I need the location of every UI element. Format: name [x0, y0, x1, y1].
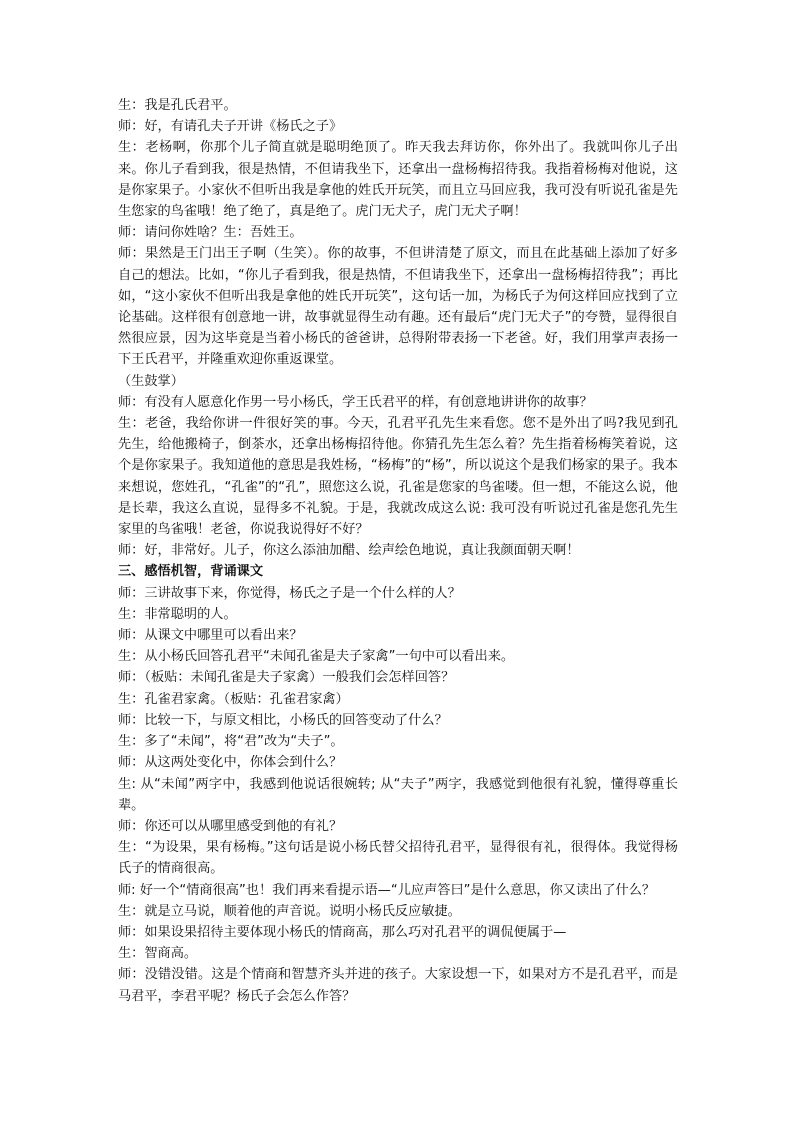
paragraph: 师：果然是王门出王子啊（生笑）。你的故事，不但讲清楚了原文，而且在此基础上添加了好多自己的想法。比如，“你儿子看到我，很是热情，不但请我坐下，还拿出一盘杨梅招待我”；再比如，“这小家伙不但听出我是拿他的姓氏开玩笑”，这句话一加，为杨氏子为何这样回应找到了立论基础。这样很有创意地一讲，故事就显得生动有趣。还有最后“虎门无犬子”的夸赞，显得很自然很应景，因为这毕竟是当着小杨氏的爸爸讲，总得附带表扬一下老爸。好，我们用掌声表扬一下王氏君平，并隆重欢迎你重返课堂。: [118, 246, 678, 368]
paragraph: 生：从小杨氏回答孔君平“未闻孔雀是夫子家禽”一句中可以看出来。: [118, 649, 515, 665]
paragraph: 师：如果设果招待主要体现小杨氏的情商高，那么巧对孔君平的调侃便属于—: [118, 924, 567, 940]
paragraph: （生鼓掌）: [118, 373, 184, 389]
paragraph: 生：“为设果，果有杨梅。”这句话是说小杨氏替父招待孔君平，显得很有礼，很得体。我觉得杨氏子的情商很高。: [118, 840, 678, 877]
paragraph: 生: 从“未闻”两字中，我感到他说话很婉转; 从“夫子”两字，我感觉到他很有礼貌，懂得尊重长辈。: [118, 776, 678, 813]
paragraph: 师：你还可以从哪里感受到他的有礼？: [118, 818, 343, 834]
paragraph: 师：三讲故事下来，你觉得，杨氏之子是一个什么样的人？: [118, 585, 461, 601]
paragraph: 师：有没有人愿意化作男一号小杨氏，学王氏君平的样，有创意地讲讲你的故事？: [118, 394, 593, 410]
paragraph: 师：没错没错。这是个情商和智慧齐头并进的孩子。大家设想一下，如果对方不是孔君平，而是马君平，李君平呢？杨氏子会怎么作答？: [118, 967, 678, 1004]
section-heading: 三、感悟机智，背诵课文: [118, 564, 264, 580]
paragraph: 师：（板贴：未闻孔雀是夫子家禽）一般我们会怎样回答？: [118, 670, 455, 686]
paragraph: 生：非常聪明的人。: [118, 606, 237, 622]
paragraph: 生：就是立马说，顺着他的声音说。说明小杨氏反应敏捷。: [118, 903, 461, 919]
paragraph: 师：从课文中哪里可以看出来？: [118, 628, 303, 644]
document-page: [118, 95, 678, 1007]
paragraph: 生：智商高。: [118, 946, 198, 962]
paragraph: 师: 好一个“情商很高”也！我们再来看提示语—“儿应声答曰”是什么意思，你又读出了什么？: [118, 882, 656, 898]
paragraph: 生：孔雀君家禽。（板贴：孔雀君家禽）: [118, 691, 349, 707]
paragraph: 师：比较一下，与原文相比，小杨氏的回答变动了什么？: [118, 712, 448, 728]
paragraph: 师：从这两处变化中，你体会到什么？: [118, 755, 343, 771]
paragraph: 生：老爸，我给你讲一件很好笑的事。今天，孔君平孔先生来看您。您不是外出了吗?我见到孔先生，给他搬椅子，倒茶水，还拿出杨梅招待他。你猜孔先生怎么着？先生指着杨梅笑着说，这个是你家果子。我知道他的意思是我姓杨，“杨梅”的“杨”，所以说这个是我们杨家的果子。我本来想说，您姓孔，“孔雀”的“孔”，照您这么说，孔雀是您家的鸟雀喽。但一想，不能这么说，他是长辈，我这么直说，显得多不礼貌。于是，我就改成这么说: 我可没有听说过孔雀是您孔先生家里的鸟雀哦！老爸，你说我说得好不好？: [118, 416, 678, 538]
paragraph: 生：老杨啊，你那个儿子简直就是聪明绝顶了。昨天我去拜访你，你外出了。我就叫你儿子出来。你儿子看到我，很是热情，不但请我坐下，还拿出一盘杨梅招待我。我指着杨梅对他说，这是你家果子。小家伙不但听出我是拿他的姓氏开玩笑，而且立马回应我，我可没有听说孔雀是先生您家的鸟雀哦！绝了绝了，真是绝了。虎门无犬子，虎门无犬子啊！: [118, 140, 678, 220]
paragraph: 生：我是孔氏君平。: [118, 98, 237, 113]
paragraph: 生：多了“未闻”，将“君”改为“夫子”。: [118, 734, 344, 750]
paragraph: 师：请问你姓啥？生：吾姓王。: [118, 225, 303, 241]
paragraph: 师：好，非常好。儿子，你这么添油加醋、绘声绘色地说，真让我颜面朝天啊！: [118, 543, 580, 559]
paragraph: 师：好，有请孔夫子开讲《杨氏之子》: [118, 119, 343, 135]
